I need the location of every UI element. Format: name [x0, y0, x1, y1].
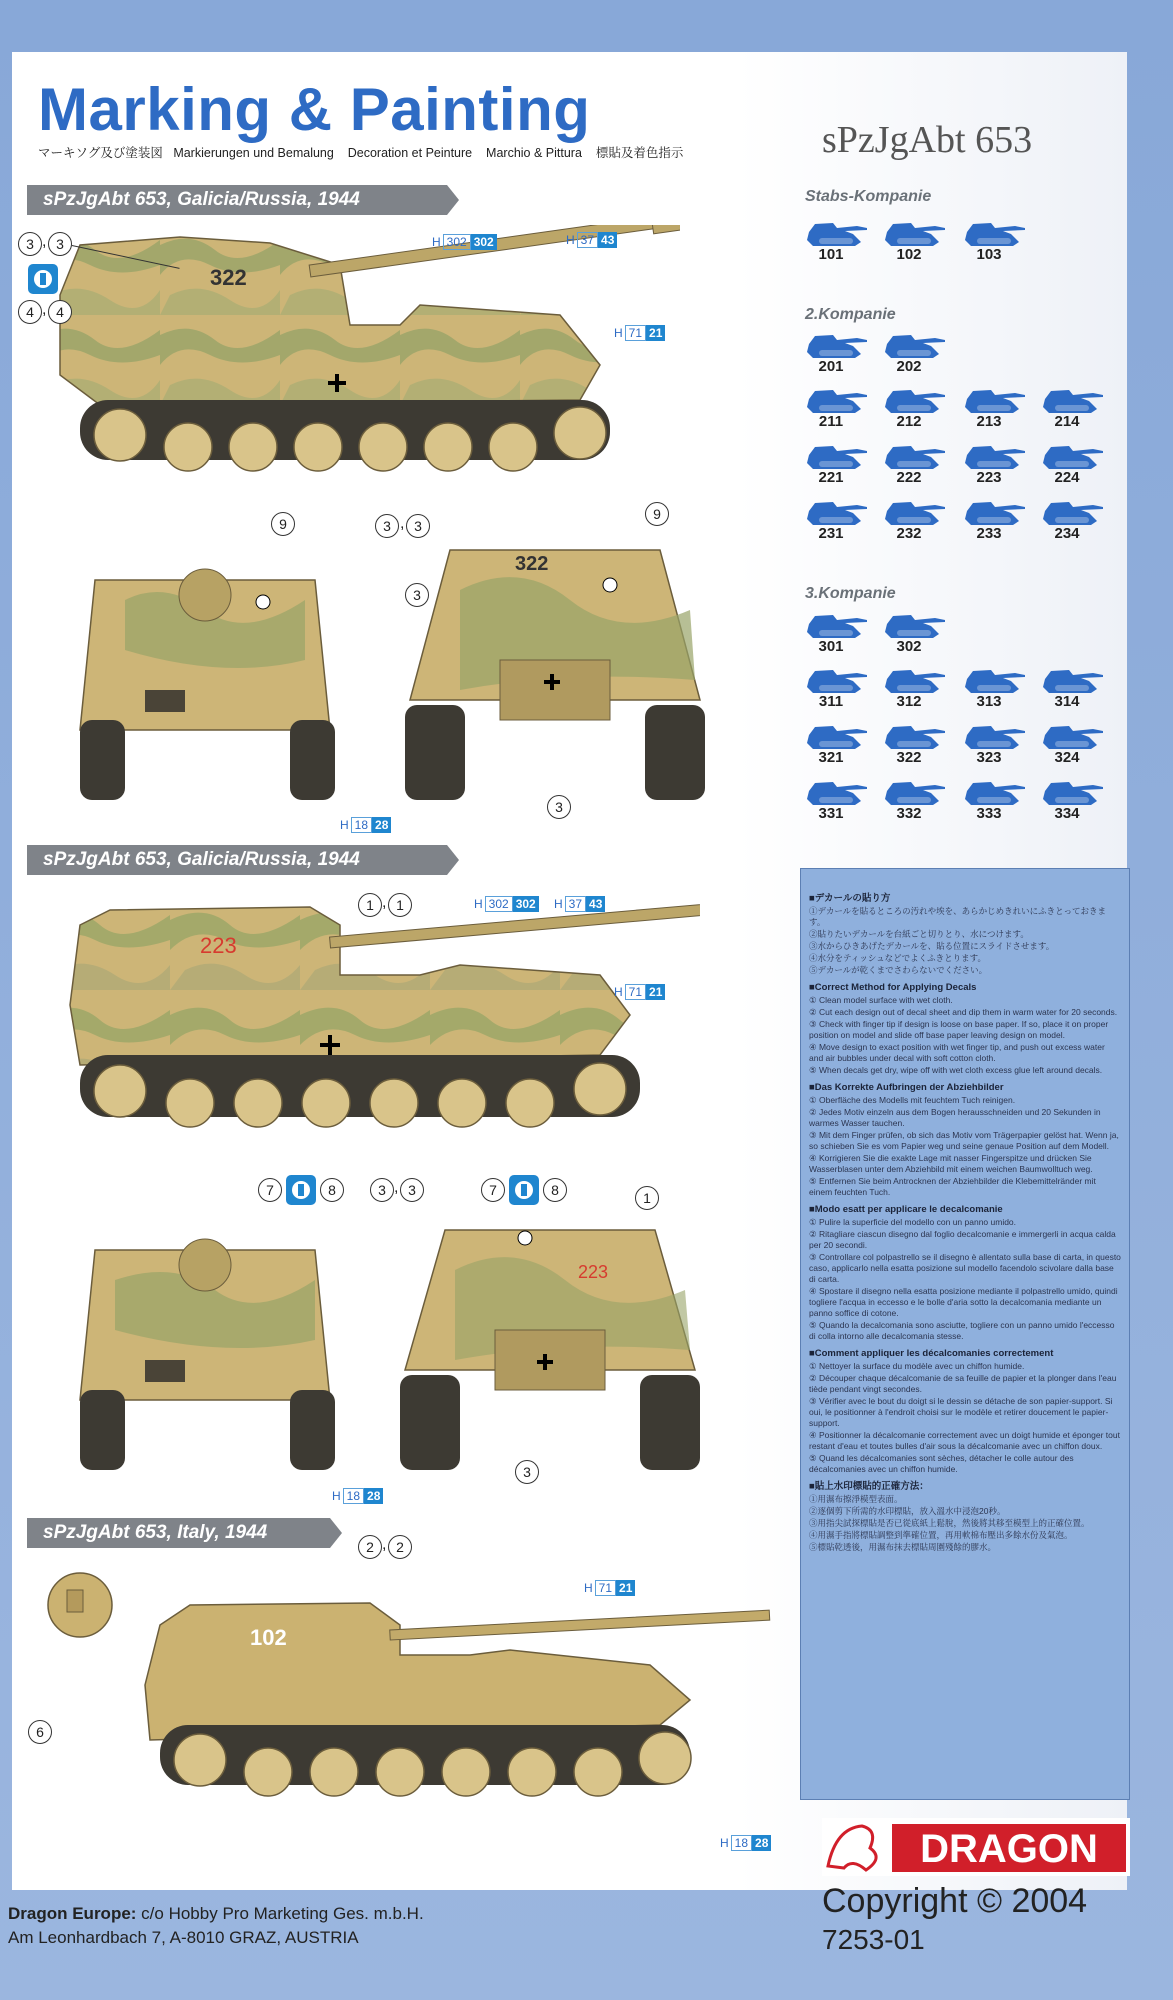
- comma: ,: [42, 301, 47, 318]
- kit-code: 7253-01: [822, 1924, 925, 1955]
- dragon-logo-text: DRAGON: [920, 1827, 1098, 1871]
- paint-tag: H 302 302: [472, 896, 539, 912]
- instr-de-head: ■Das Korrekte Aufbringen der Abziehbilder: [809, 1082, 1004, 1093]
- paint-tag: H 302 302: [430, 234, 497, 250]
- instruction-line: ⑤ Quando la decalcomania sono asciutte, togliere con un panno umido l'eccesso di colla intorno alle decalcomania stesse.: [809, 1320, 1115, 1341]
- hull-number-223-side: 223: [200, 933, 237, 958]
- paint-tag: H 71 21: [582, 1580, 635, 1596]
- callout-3: 3: [18, 232, 42, 256]
- vehicle-tactical-icon: [883, 385, 947, 431]
- vehicle-number: 212: [896, 413, 922, 430]
- vehicle-number: 214: [1054, 413, 1080, 430]
- instruction-line: ④水分をティッシュなどでよくふきとります。: [809, 953, 986, 963]
- vehicle-number: 302: [896, 638, 922, 655]
- instruction-line: ④ Positionner la décalcomanie correctement avec un doigt humide et éponger tout restant d'eau et toutes bulles d'air sous la décalcomanie avec un chiffon doux.: [809, 1430, 1120, 1451]
- instruction-line: ⑤標貼乾透後，用濕布抹去標貼周圍殘餘的膠水。: [809, 1542, 997, 1552]
- callout-4: 4: [18, 300, 42, 324]
- vehicle-tactical-icon: [963, 665, 1027, 711]
- balkenkreuz-decal-icon: [286, 1175, 316, 1205]
- paint-tag: H 71 21: [612, 984, 665, 1000]
- subtitle-jp: マーキソグ及び塗装図: [38, 146, 163, 160]
- instruction-line: ①用濕布擦淨模型表面。: [809, 1494, 903, 1504]
- callout-8: 8: [543, 1178, 567, 1202]
- vehicle-tactical-icon: [883, 777, 947, 823]
- instruction-line: ④ Spostare il disegno nella esatta posizione mediante il polpastrello umido, quindi togliere l'acqua in eccesso e le bolle d'aria sotto la decalcomania mediante un panno soffice di cotone.: [809, 1286, 1118, 1318]
- instruction-line: ④用濕手指將標貼調整到準確位置，再用軟棉布壓出多餘水份及氣泡。: [809, 1530, 1073, 1540]
- vehicle-tactical-icon: [883, 218, 947, 264]
- vehicle-number: 202: [896, 358, 922, 375]
- vehicle-tactical-icon: [963, 385, 1027, 431]
- balkenkreuz-decal-icon: [509, 1175, 539, 1205]
- instr-it-list: [809, 1217, 1121, 1342]
- callout-8: 8: [320, 1178, 344, 1202]
- subtitle-de: Markierungen und Bemalung: [173, 146, 334, 160]
- instruction-line: ②逐個剪下所需的水印標貼，放入溫水中浸泡20秒。: [809, 1506, 1006, 1516]
- callout-9: 9: [271, 512, 295, 536]
- decal-instructions-panel: [800, 868, 1130, 1800]
- subtitle-languages: [38, 143, 683, 161]
- comma: ,: [382, 894, 387, 911]
- callout-1: 1: [635, 1186, 659, 1210]
- subtitle-it: Marchio & Pittura: [486, 146, 582, 160]
- vehicle-rear-view-2: [395, 1210, 705, 1480]
- vehicle-number: 311: [818, 693, 844, 710]
- vehicle-tactical-icon: [805, 497, 869, 543]
- callout-6: 6: [28, 1720, 52, 1744]
- callout-1: 1: [358, 893, 382, 917]
- vehicle-tactical-icon: [1041, 441, 1105, 487]
- vehicle-number: 334: [1054, 805, 1080, 822]
- hull-number-102-side: 102: [250, 1625, 287, 1650]
- vehicle-tactical-icon: [883, 665, 947, 711]
- vehicle-number: 312: [896, 693, 922, 710]
- vehicle-number: 323: [976, 749, 1002, 766]
- comma: ,: [382, 1536, 387, 1553]
- vehicle-tactical-icon: [963, 218, 1027, 264]
- vehicle-number: 211: [818, 413, 844, 430]
- vehicle-tactical-icon: [963, 497, 1027, 543]
- instr-fr-list: [809, 1361, 1121, 1475]
- vehicle-number: 313: [976, 693, 1002, 710]
- vehicle-number: 103: [976, 246, 1002, 263]
- callout-9: 9: [645, 502, 669, 526]
- stabs-kompanie-label: Stabs-Kompanie: [805, 188, 932, 205]
- paint-tag: H 18 28: [330, 1488, 383, 1504]
- instruction-line: ⑤デカールが乾くまでさわらないでください。: [809, 965, 988, 975]
- vehicle-tactical-icon: [1041, 497, 1105, 543]
- callout-7: 7: [258, 1178, 282, 1202]
- vehicle-tactical-icon: [805, 721, 869, 767]
- callout-2: 2: [358, 1535, 382, 1559]
- vehicle-number: 213: [976, 413, 1002, 430]
- vehicle-number: 332: [896, 805, 922, 822]
- instruction-line: ②貼りたいデカールを台紙ごと切りとり、水につけます。: [809, 929, 1029, 939]
- vehicle-number: 234: [1054, 525, 1080, 542]
- vehicle-number: 102: [896, 246, 922, 263]
- hull-number-223-rear: 223: [578, 1262, 609, 1282]
- instr-en-list: [809, 995, 1121, 1076]
- instruction-line: ③ Controllare col polpastrello se il disegno è allentato sulla base di carta, in questo caso, applicarlo nella esatta posizione sul modello facendolo scivolare dalla base di carta.: [809, 1252, 1121, 1284]
- instruction-line: ⑤ Quand les décalcomanies sont sèches, détacher le colle autour des décalcomanies avec un chiffon humide.: [809, 1453, 1074, 1474]
- hull-number-322-side: 322: [210, 265, 247, 290]
- vehicle-number: 233: [976, 525, 1002, 542]
- instr-fr-head: ■Comment appliquer les décalcomanies correctement: [809, 1348, 1054, 1359]
- vehicle-front-view-1: [65, 540, 355, 810]
- vehicle-number: 321: [818, 749, 844, 766]
- callout-2: 2: [388, 1535, 412, 1559]
- instruction-line: ③ Check with finger tip if design is loose on base paper. If so, place it on proper position on model and slide off base paper leaving design on model.: [809, 1019, 1109, 1040]
- vehicle-number: 223: [976, 469, 1002, 486]
- vehicle-tactical-icon: [883, 497, 947, 543]
- kompanie-2-label: 2.Kompanie: [805, 306, 896, 323]
- vehicle-number: 221: [818, 469, 844, 486]
- instruction-line: ① Pulire la superficie del modello con un panno umido.: [809, 1217, 1017, 1227]
- instr-en-head: ■Correct Method for Applying Decals: [809, 982, 977, 993]
- balkenkreuz-decal-icon: [28, 264, 58, 294]
- kompanie-3-label: 3.Kompanie: [805, 585, 896, 602]
- instr-jp-list: [809, 906, 1121, 976]
- callout-3: 3: [48, 232, 72, 256]
- callout-3: 3: [370, 1178, 394, 1202]
- instruction-line: ④ Korrigieren Sie die exakte Lage mit nasser Fingerspitze und drücken Sie Wasserblasen unter dem Abziehbild mit einem weichen Baumwolltuch weg.: [809, 1153, 1093, 1174]
- instruction-line: ② Cut each design out of decal sheet and dip them in warm water for 20 seconds.: [809, 1007, 1118, 1017]
- callout-3: 3: [406, 514, 430, 538]
- subtitle-fr: Decoration et Peinture: [347, 146, 473, 160]
- vehicle-tactical-icon: [963, 441, 1027, 487]
- dragon-logo: [822, 1818, 1130, 1876]
- vehicle-tactical-icon: [805, 441, 869, 487]
- comma: ,: [394, 1179, 399, 1196]
- instruction-line: ⑤ When decals get dry, wipe off with wet cloth excess glue left around decals.: [809, 1065, 1103, 1075]
- vehicle-number: 331: [818, 805, 844, 822]
- vehicle-number: 201: [818, 358, 844, 375]
- vehicle-tactical-icon: [805, 385, 869, 431]
- instruction-line: ③水からひきあげたデカールを、貼る位置にスライドさせます。: [809, 941, 1055, 951]
- callout-3: 3: [515, 1460, 539, 1484]
- hull-number-322-rear: 322: [515, 553, 549, 575]
- paint-tag: H 37 43: [552, 896, 605, 912]
- instruction-line: ④ Move design to exact position with wet finger tip, and push out excess water and air bubbles under decal with soft cotton cloth.: [809, 1042, 1105, 1063]
- page-title: Marking & Painting: [38, 76, 591, 143]
- vehicle-tactical-icon: [883, 330, 947, 376]
- vehicle-number: 324: [1054, 749, 1080, 766]
- distributor-address-line-1: Dragon Europe: c/o Hobby Pro Marketing Ges. m.b.H.: [8, 1904, 424, 1923]
- section-banner-2: sPzJgAbt 653, Galicia/Russia, 1944: [27, 845, 447, 875]
- vehicle-side-view-1: [40, 225, 680, 515]
- vehicle-tactical-icon: [805, 665, 869, 711]
- vehicle-number: 301: [818, 638, 844, 655]
- vehicle-tactical-icon: [963, 777, 1027, 823]
- distributor-address-line-2: Am Leonhardbach 7, A-8010 GRAZ, AUSTRIA: [8, 1928, 359, 1947]
- vehicle-side-view-3: [130, 1595, 780, 1855]
- vehicle-rear-view-1: [400, 540, 710, 810]
- vehicle-tactical-icon: [1041, 777, 1105, 823]
- vehicle-tactical-icon: [805, 330, 869, 376]
- paint-tag: H 18 28: [338, 817, 391, 833]
- detail-inset: [45, 1570, 115, 1640]
- instruction-line: ② Jedes Motiv einzeln aus dem Bogen herausschneiden und 20 Sekunden in warmes Wasser tauchen.: [809, 1107, 1101, 1128]
- callout-4: 4: [48, 300, 72, 324]
- callout-7: 7: [481, 1178, 505, 1202]
- instr-cn-list: [809, 1494, 1121, 1553]
- paint-tag: H 18 28: [718, 1835, 771, 1851]
- paint-tag: H 71 21: [612, 325, 665, 341]
- vehicle-tactical-icon: [883, 721, 947, 767]
- vehicle-number: 222: [896, 469, 922, 486]
- instr-jp-head: ■デカールの貼り方: [809, 893, 891, 904]
- callout-3: 3: [400, 1178, 424, 1202]
- instruction-line: ③用指尖試探標貼是否已從底紙上鬆脫，然後將其移至模型上的正確位置。: [809, 1518, 1090, 1528]
- instruction-line: ①デカールを貼るところの汚れや埃を、あらかじめきれいにふきとっておきます。: [809, 906, 1106, 927]
- instr-de-list: [809, 1095, 1121, 1198]
- vehicle-tactical-icon: [883, 610, 947, 656]
- vehicle-tactical-icon: [1041, 665, 1105, 711]
- vehicle-tactical-icon: [805, 218, 869, 264]
- instruction-line: ③ Mit dem Finger prüfen, ob sich das Motiv vom Trägerpapier gelöst hat. Wenn ja, so schieben Sie es vom Papier weg und seine genaue Position auf dem Modell.: [809, 1130, 1119, 1151]
- vehicle-number: 101: [818, 246, 844, 263]
- comma: ,: [42, 233, 47, 250]
- comma: ,: [400, 515, 405, 532]
- vehicle-tactical-icon: [805, 610, 869, 656]
- vehicle-number: 322: [896, 749, 922, 766]
- vehicle-tactical-icon: [1041, 385, 1105, 431]
- vehicle-number: 314: [1054, 693, 1080, 710]
- vehicle-number: 333: [976, 805, 1002, 822]
- vehicle-number: 224: [1054, 469, 1080, 486]
- unit-title: sPzJgAbt 653: [822, 119, 1033, 161]
- vehicle-tactical-icon: [883, 441, 947, 487]
- copyright: Copyright © 2004: [822, 1882, 1088, 1920]
- instr-cn-head: ■貼上水印標貼的正確方法：: [809, 1481, 929, 1492]
- vehicle-side-view-2: [40, 895, 700, 1185]
- vehicle-front-view-2: [65, 1210, 355, 1480]
- paint-tag: H 37 43: [564, 232, 617, 248]
- instr-it-head: ■Modo esatt per applicare le decalcomanie: [809, 1204, 1003, 1215]
- callout-3: 3: [405, 583, 429, 607]
- callout-3: 3: [375, 514, 399, 538]
- instruction-line: ② Ritagliare ciascun disegno dal foglio decalcomanie e immergerli in acqua calda per 20 secondi.: [809, 1229, 1116, 1250]
- vehicle-tactical-icon: [805, 777, 869, 823]
- instruction-line: ⑤ Entfernen Sie beim Antrocknen der Abziehbilder die Klebemittelränder mit einem feuchten Tuch.: [809, 1176, 1096, 1197]
- vehicle-tactical-icon: [963, 721, 1027, 767]
- instruction-line: ① Oberfläche des Modells mit feuchtem Tuch reinigen.: [809, 1095, 1016, 1105]
- section-banner-1: sPzJgAbt 653, Galicia/Russia, 1944: [27, 185, 447, 215]
- callout-3: 3: [547, 795, 571, 819]
- instruction-line: ① Nettoyer la surface du modèle avec un chiffon humide.: [809, 1361, 1025, 1371]
- callout-1: 1: [388, 893, 412, 917]
- instruction-line: ② Découper chaque décalcomanie de sa feuille de papier et la plonger dans l'eau tiède pendant vingt secondes.: [809, 1373, 1117, 1394]
- instruction-line: ① Clean model surface with wet cloth.: [809, 995, 953, 1005]
- vehicle-number: 232: [896, 525, 922, 542]
- vehicle-tactical-icon: [1041, 721, 1105, 767]
- section-banner-3: sPzJgAbt 653, Italy, 1944: [27, 1518, 330, 1548]
- subtitle-cn: 標貼及着色指示: [595, 146, 684, 160]
- vehicle-number: 231: [818, 525, 844, 542]
- instruction-line: ③ Vérifier avec le bout du doigt si le dessin se détache de son papier-support. Si oui, le positionner à l'endroit choisi sur le modèle et retirer doucement le papier-support.: [809, 1396, 1113, 1428]
